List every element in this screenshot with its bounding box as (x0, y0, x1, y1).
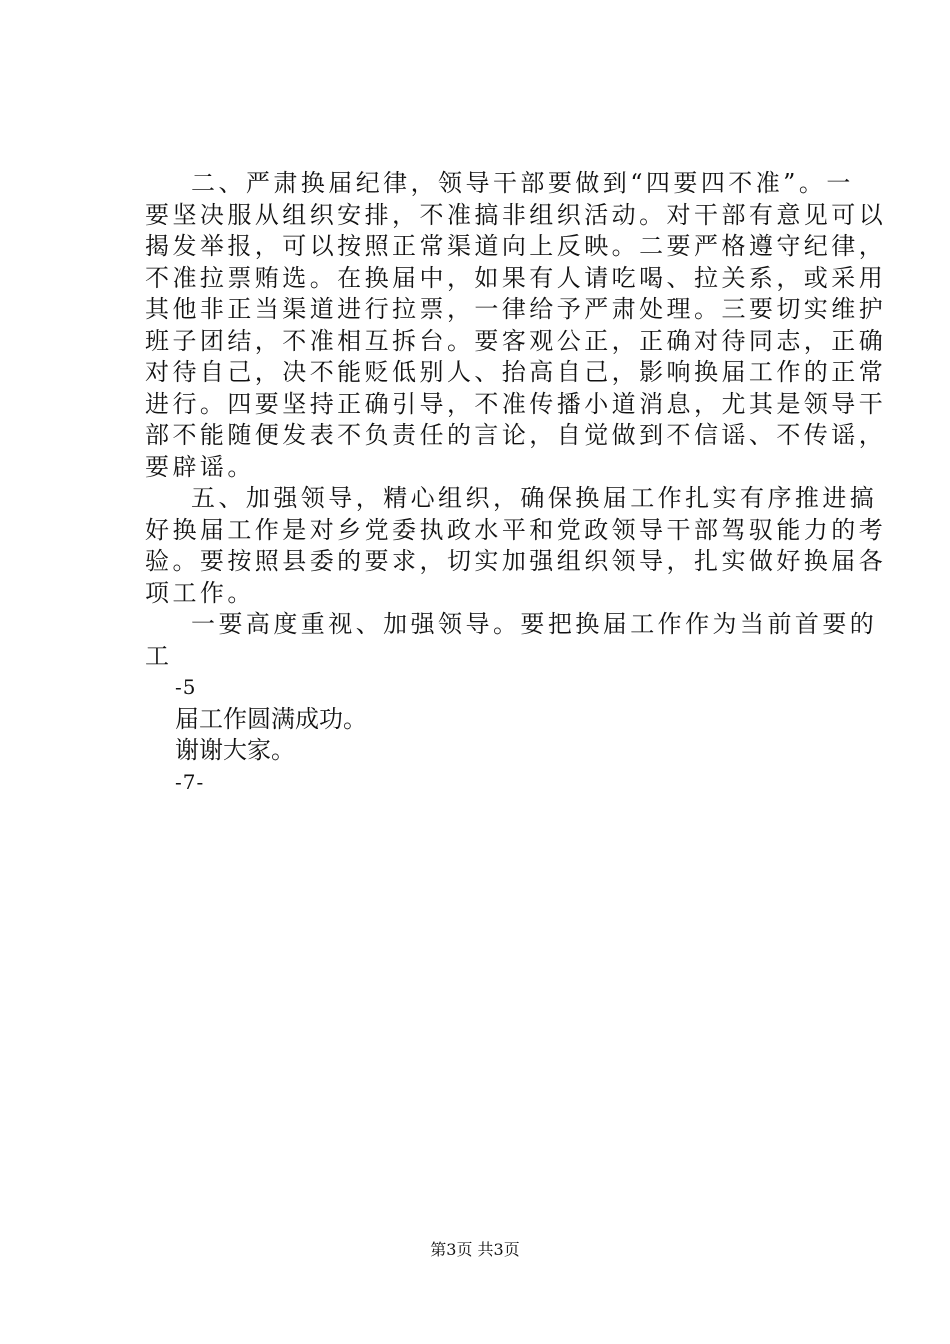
text-line: 验。要按照县委的要求，切实加强组织领导，扎实做好换届各 (145, 547, 887, 575)
paragraph-leadership (145, 483, 887, 609)
text-line: 一要高度重视、加强领导。要把换届工作作为当前首要的 (191, 610, 878, 638)
text-line: 二、严肃换届纪律，领导干部要做到“四要四不准”。一 (191, 169, 854, 197)
text-line: 要坚决服从组织安排，不准搞非组织活动。对干部有意见可以 (145, 200, 887, 229)
text-line: 不准拉票贿选。在换届中，如果有人请吃喝、拉关系，或采用 (145, 263, 887, 292)
paragraph-discipline (145, 168, 887, 483)
text-line: 班子团结，不准相互拆台。要客观公正，正确对待同志，正确 (145, 326, 887, 355)
text-line: 要辟谣。 (145, 452, 255, 481)
text-line: 其他非正当渠道进行拉票，一律给予严肃处理。三要切实维护 (145, 295, 887, 323)
text-line: 部不能随便发表不负责任的言论，自觉做到不信谣、不传谣， (145, 421, 887, 449)
page-footer: 第3页 共3页 (430, 1240, 520, 1259)
text-line: 五、加强领导，精心组织，确保换届工作扎实有序推进搞 (191, 484, 878, 512)
closing-thanks: 谢谢大家。 (175, 736, 295, 764)
text-line: 项工作。 (145, 578, 255, 607)
text-line: 进行。四要坚持正确引导，不准传播小道消息，尤其是领导干 (145, 389, 887, 418)
text-line: 好换届工作是对乡党委执政水平和党政领导干部驾驭能力的考 (145, 515, 887, 544)
text-line: 对待自己，决不能贬低别人、抬高自己，影响换届工作的正常 (145, 358, 887, 386)
page-marker: -7- (175, 769, 205, 794)
closing-line: 届工作圆满成功。 (175, 704, 367, 733)
page-marker: -5 (175, 675, 197, 699)
document-body (145, 168, 887, 798)
paragraph-attention (145, 609, 878, 672)
text-line: 揭发举报，可以按照正常渠道向上反映。二要严格遵守纪律， (145, 232, 887, 260)
text-line: 工 (145, 641, 173, 670)
